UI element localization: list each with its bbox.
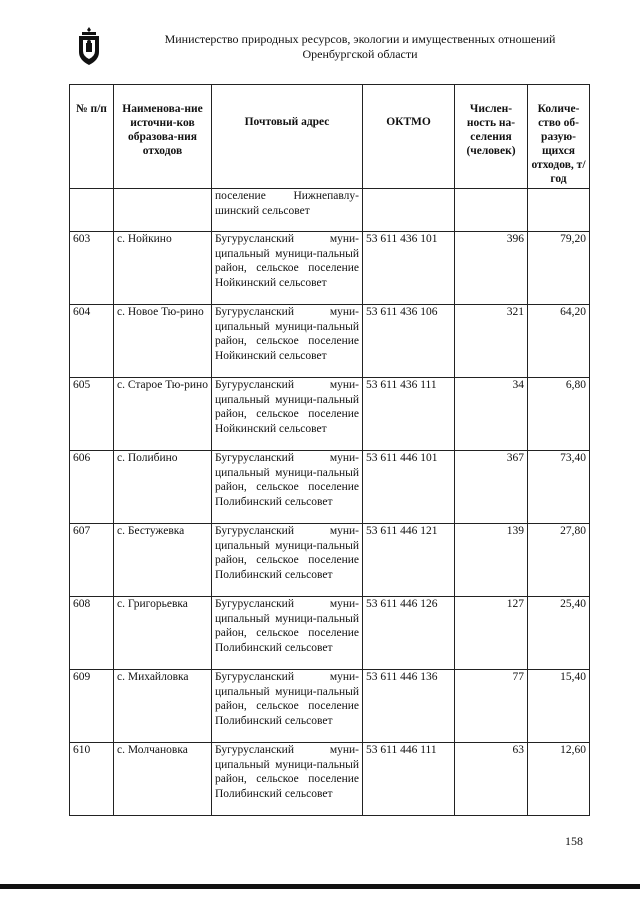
cell-address: поселение Нижнепавлу-шинский сельсовет <box>212 189 363 232</box>
cell-address: Бугурусланский муни-ципальный муници-пальный район, сельское поселение Полибинский сельсовет <box>212 524 363 597</box>
cell-amount <box>528 189 590 232</box>
table-header-row <box>70 85 590 189</box>
cell-num: 603 <box>70 232 114 305</box>
cell-population <box>455 189 528 232</box>
cell-name: с. Нойкино <box>114 232 212 305</box>
table-row <box>70 524 590 597</box>
cell-oktmo: 53 611 436 106 <box>363 305 455 378</box>
cell-oktmo: 53 611 446 121 <box>363 524 455 597</box>
cell-name: с. Бестужевка <box>114 524 212 597</box>
cell-num: 610 <box>70 743 114 816</box>
coat-of-arms-icon <box>76 26 102 66</box>
cell-address: Бугурусланский муни-ципальный муници-пальный район, сельское поселение Полибинский сельсовет <box>212 597 363 670</box>
cell-name: с. Михайловка <box>114 670 212 743</box>
cell-address: Бугурусланский муни-ципальный муници-пальный район, сельское поселение Полибинский сельсовет <box>212 451 363 524</box>
table-row <box>70 305 590 378</box>
cell-address: Бугурусланский муни-ципальный муници-пальный район, сельское поселение Полибинский сельсовет <box>212 670 363 743</box>
region-name: Оренбургской области <box>302 47 418 61</box>
table-row <box>70 597 590 670</box>
table-row <box>70 378 590 451</box>
cell-name: с. Григорьевка <box>114 597 212 670</box>
table-row <box>70 232 590 305</box>
page-bottom-rule <box>0 884 640 889</box>
cell-oktmo: 53 611 446 101 <box>363 451 455 524</box>
cell-amount: 25,40 <box>528 597 590 670</box>
page-number: 158 <box>565 834 583 848</box>
cell-oktmo: 53 611 436 111 <box>363 378 455 451</box>
cell-oktmo: 53 611 436 101 <box>363 232 455 305</box>
table-row <box>70 743 590 816</box>
cell-population: 34 <box>455 378 528 451</box>
header-address: Почтовый адрес <box>212 85 363 189</box>
cell-num <box>70 189 114 232</box>
cell-amount: 12,60 <box>528 743 590 816</box>
cell-amount: 6,80 <box>528 378 590 451</box>
cell-address: Бугурусланский муни-ципальный муници-пальный район, сельское поселение Полибинский сельсовет <box>212 743 363 816</box>
cell-amount: 73,40 <box>528 451 590 524</box>
cell-oktmo: 53 611 446 126 <box>363 597 455 670</box>
cell-num: 605 <box>70 378 114 451</box>
cell-population: 63 <box>455 743 528 816</box>
header-num: № п/п <box>70 85 114 189</box>
cell-population: 396 <box>455 232 528 305</box>
cell-amount: 79,20 <box>528 232 590 305</box>
cell-num: 604 <box>70 305 114 378</box>
cell-num: 609 <box>70 670 114 743</box>
header-amount: Количе-ство об-разую-щихся отходов, т/год <box>528 85 590 189</box>
table-row <box>70 670 590 743</box>
cell-num: 608 <box>70 597 114 670</box>
cell-population: 139 <box>455 524 528 597</box>
cell-population: 127 <box>455 597 528 670</box>
cell-address: Бугурусланский муни-ципальный муници-пальный район, сельское поселение Нойкинский сельсовет <box>212 378 363 451</box>
cell-population: 77 <box>455 670 528 743</box>
header-population: Числен-ность на-селения (человек) <box>455 85 528 189</box>
cell-oktmo <box>363 189 455 232</box>
header-name: Наименова-ние источни-ков образова-ния отходов <box>114 85 212 189</box>
cell-amount: 15,40 <box>528 670 590 743</box>
cell-address: Бугурусланский муни-ципальный муници-пальный район, сельское поселение Нойкинский сельсовет <box>212 232 363 305</box>
cell-name: с. Новое Тю-рино <box>114 305 212 378</box>
ministry-name: Министерство природных ресурсов, экологии и имущественных отношений <box>164 32 556 46</box>
cell-amount: 64,20 <box>528 305 590 378</box>
cell-name: с. Старое Тю-рино <box>114 378 212 451</box>
cell-population: 367 <box>455 451 528 524</box>
cell-address: Бугурусланский муни-ципальный муници-пальный район, сельское поселение Нойкинский сельсовет <box>212 305 363 378</box>
table-row <box>70 451 590 524</box>
cell-name: с. Полибино <box>114 451 212 524</box>
cell-name: с. Молчановка <box>114 743 212 816</box>
document-header <box>100 32 620 62</box>
cell-oktmo: 53 611 446 136 <box>363 670 455 743</box>
cell-num: 607 <box>70 524 114 597</box>
cell-oktmo: 53 611 446 111 <box>363 743 455 816</box>
header-oktmo: ОКТМО <box>363 85 455 189</box>
table-row-continuation <box>70 189 590 232</box>
cell-amount: 27,80 <box>528 524 590 597</box>
waste-sources-table <box>69 84 590 816</box>
cell-num: 606 <box>70 451 114 524</box>
cell-name <box>114 189 212 232</box>
cell-population: 321 <box>455 305 528 378</box>
